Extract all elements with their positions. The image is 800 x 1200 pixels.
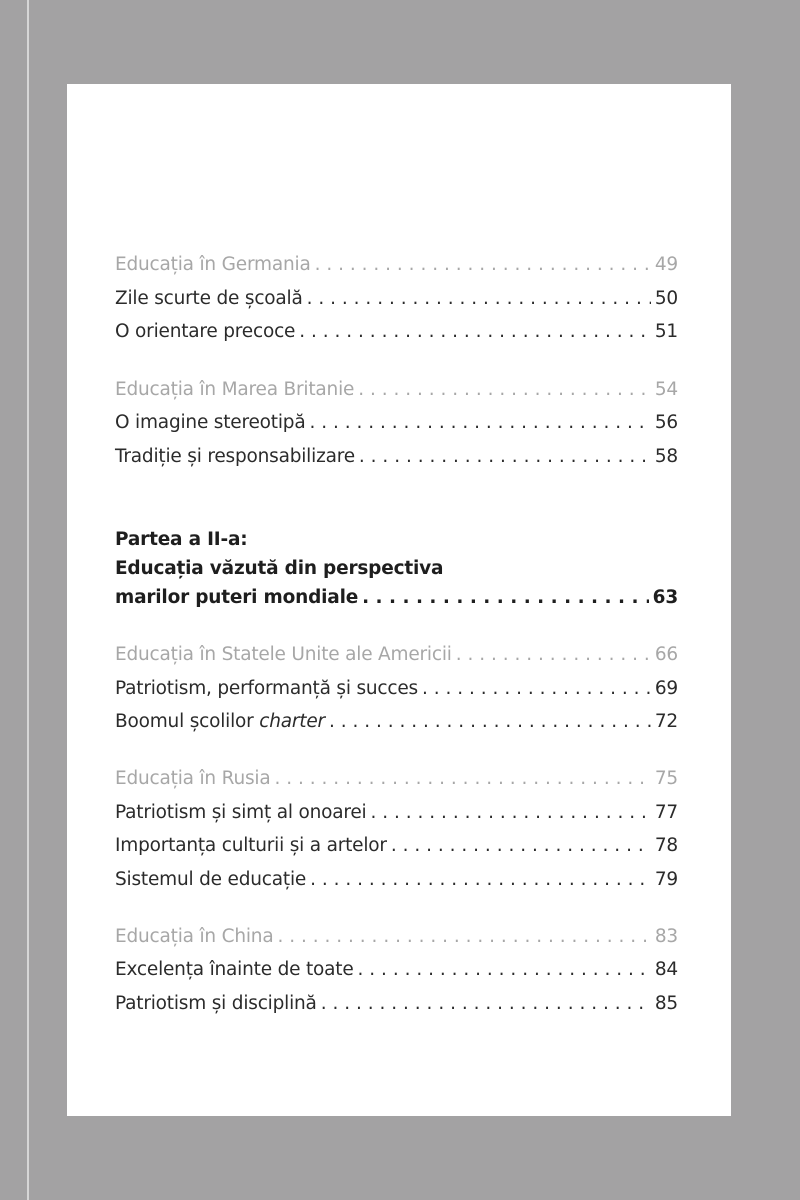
toc-page-number: 54 xyxy=(654,379,678,400)
toc-entry-title: Educația în China xyxy=(115,926,274,947)
toc-page-number: 84 xyxy=(654,959,678,980)
toc-entry-title: Patriotism, performanță și succes xyxy=(115,678,418,699)
toc-entry-title: Zile scurte de școală xyxy=(115,288,303,309)
toc-page-number: 75 xyxy=(654,768,678,789)
spine-line xyxy=(27,0,29,1200)
dot-leader xyxy=(358,955,651,985)
toc-entry-title: O imagine stereotipă xyxy=(115,412,306,433)
toc-entry-title: Tradiție și responsabilizare xyxy=(115,446,355,467)
toc-page-number: 85 xyxy=(654,993,678,1014)
toc-entry-title-plain: Boomul școlilor xyxy=(115,711,260,732)
toc-entry xyxy=(115,674,678,704)
dot-leader xyxy=(277,922,650,952)
toc-page-number: 83 xyxy=(654,926,678,947)
toc-entry xyxy=(115,989,678,1019)
toc-chapter-germany xyxy=(115,250,678,280)
toc-entry xyxy=(115,317,678,347)
toc-page-number: 66 xyxy=(654,644,678,665)
toc-page-number: 50 xyxy=(654,288,678,309)
dot-leader xyxy=(329,707,651,737)
dot-leader xyxy=(391,831,651,861)
part-heading-line: Partea a II-a: xyxy=(115,529,248,550)
toc-entry-title: Excelența înainte de toate xyxy=(115,959,354,980)
toc-page-number: 77 xyxy=(654,802,678,823)
dot-leader xyxy=(359,442,651,472)
dot-leader xyxy=(310,865,651,895)
toc-entry-title: Patriotism și simț al onoarei xyxy=(115,802,367,823)
dot-leader xyxy=(321,989,651,1019)
toc-part-entry xyxy=(115,583,678,613)
toc-entry-title: marilor puteri mondiale xyxy=(115,587,359,608)
toc-entry-title-italic: charter xyxy=(259,711,325,732)
dot-leader xyxy=(370,798,650,828)
toc-page-number: 56 xyxy=(654,412,678,433)
toc-entry xyxy=(115,865,678,895)
toc-entry xyxy=(115,798,678,828)
toc-entry-title: Educația în Germania xyxy=(115,254,311,275)
toc-page-number: 58 xyxy=(654,446,678,467)
toc-chapter-usa xyxy=(115,640,678,670)
toc-page-number: 79 xyxy=(654,869,678,890)
toc-chapter-britain xyxy=(115,375,678,405)
toc-page-number: 63 xyxy=(652,587,678,608)
toc-page-number: 78 xyxy=(654,835,678,856)
toc-page-number: 69 xyxy=(654,678,678,699)
dot-leader xyxy=(275,764,651,794)
toc-entry-title: O orientare precoce xyxy=(115,321,296,342)
dot-leader xyxy=(315,250,651,280)
toc-entry xyxy=(115,408,678,438)
part-heading-line: Educația văzută din perspectiva xyxy=(115,558,444,579)
dot-leader xyxy=(309,408,650,438)
toc-page-number: 51 xyxy=(654,321,678,342)
dot-leader xyxy=(358,375,651,405)
toc-chapter-russia xyxy=(115,764,678,794)
toc-entry xyxy=(115,955,678,985)
toc-chapter-china xyxy=(115,922,678,952)
dot-leader xyxy=(307,284,651,314)
toc-entry-title xyxy=(115,707,325,737)
toc-page-number: 49 xyxy=(654,254,678,275)
toc-entry xyxy=(115,831,678,861)
toc-entry xyxy=(115,707,678,737)
toc-entry-title: Educația în Statele Unite ale Americii xyxy=(115,644,452,665)
toc-entry xyxy=(115,442,678,472)
toc-entry-title: Educația în Rusia xyxy=(115,768,271,789)
toc-entry-title: Importanța culturii și a artelor xyxy=(115,835,387,856)
dot-leader xyxy=(422,674,651,704)
dot-leader xyxy=(362,583,649,613)
dot-leader xyxy=(299,317,651,347)
toc-entry xyxy=(115,284,678,314)
dot-leader xyxy=(456,640,651,670)
toc-page-number: 72 xyxy=(654,711,678,732)
toc-entry-title: Sistemul de educație xyxy=(115,869,307,890)
book-page xyxy=(67,84,731,1116)
toc-entry-title: Patriotism și disciplină xyxy=(115,993,317,1014)
toc-entry-title: Educația în Marea Britanie xyxy=(115,379,355,400)
